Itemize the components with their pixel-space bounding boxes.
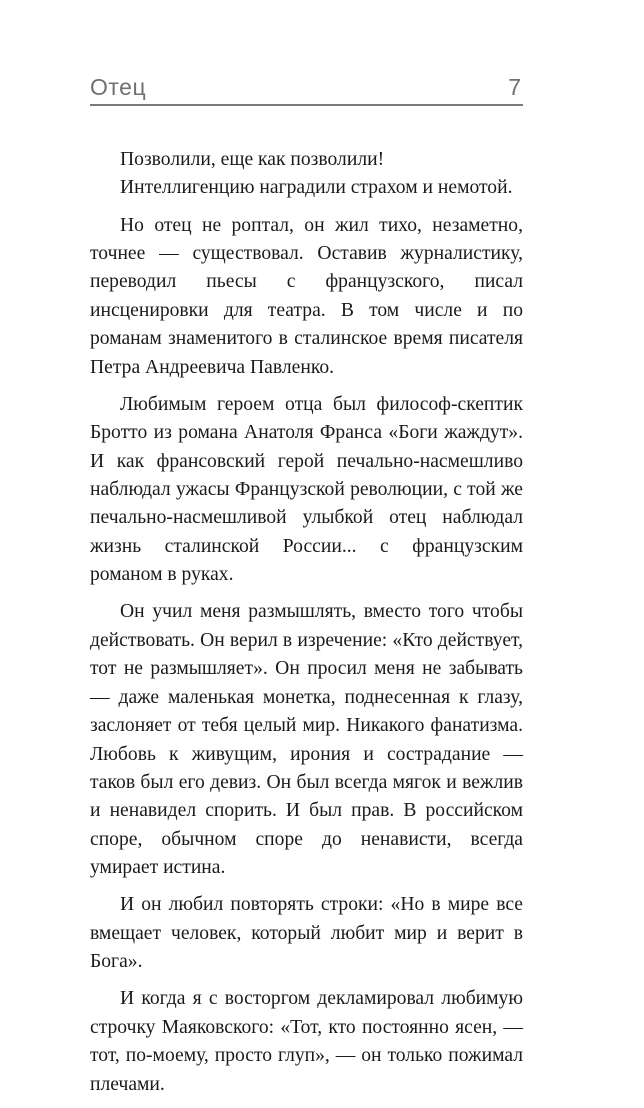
running-header [90, 70, 523, 106]
paragraph: Интеллигенцию наградили страхом и немотой. [120, 177, 513, 199]
paragraph: Он учил меня размышлять, вместо того чтобы действовать. Он верил в изречение: «Кто действует, тот не размышляет». Он просил меня не забывать — даже маленькая монетка, поднесенная к глазу, заслоняет от тебя целый мир. Никакого фанатизма. Любовь к живущим, ирония и сострадание — таков был его девиз. Он был всегда мягок и вежлив и ненавидел спорить. И был прав. В российском споре, обычном споре до ненависти, всегда умирает истина. [90, 601, 523, 879]
paragraph: Позволили, еще как позволили! [120, 149, 385, 170]
paragraph: Но отец не роптал, он жил тихо, незаметно, точнее — существовал. Оставив журналистику, переводил пьесы с французского, писал инсценировки для театра. В том числе и по романам знаменитого в сталинское время писателя Петра Андреевича Павленко. [90, 214, 523, 378]
paragraph: Любимым героем отца был философ-скептик Бротто из романа Анатоля Франса «Боги жаждут». И как франсовский герой печально-насмешливо наблюдал ужасы Французской революции, с той же печально-насмешливой улыбкой отец наблюдал жизнь сталинской России... с французским романом в руках. [90, 393, 523, 586]
running-title: Отец [90, 74, 147, 100]
body-text [90, 146, 523, 1108]
paragraph: И он любил повторять строки: «Но в мире все вмещает человек, который любит мир и верит в Бога». [90, 894, 523, 973]
paragraph: И когда я с восторгом декламировал любимую строчку Маяковского: «Тот, кто постоянно ясен, — тот, по-моему, просто глуп», — он только пожимал плечами. [90, 988, 523, 1095]
page-number: 7 [508, 74, 521, 100]
